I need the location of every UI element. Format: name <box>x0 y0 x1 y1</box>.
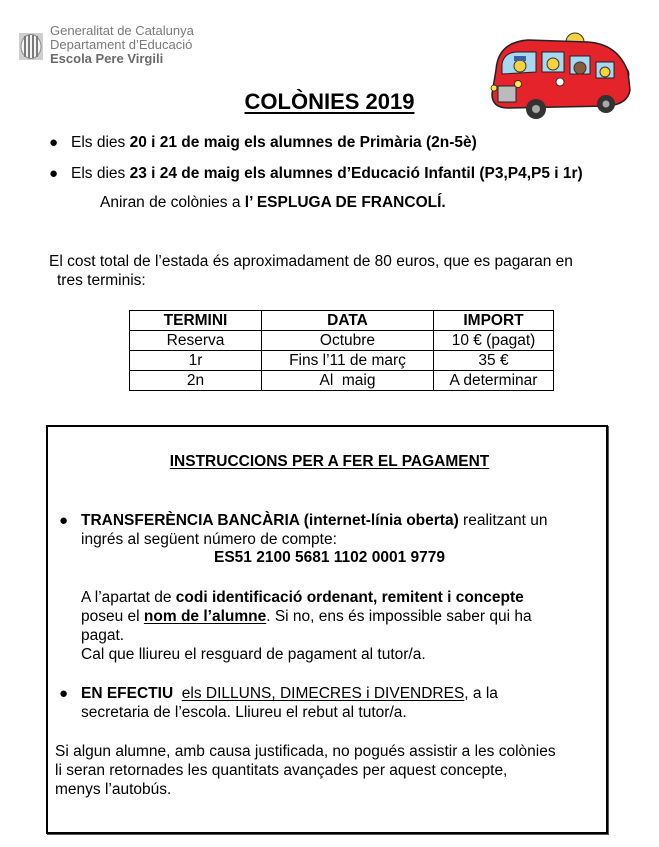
org-line-departament: Departament d’Educació <box>50 37 193 52</box>
page-title: COLÒNIES 2019 <box>244 89 415 114</box>
table-row <box>130 371 554 391</box>
intro-bullet-infantil: ● Els dies 23 i 24 de maig els alumnes d’Educació Infantil (P3,P4,P5 i 1r) <box>49 165 583 182</box>
instructions-title: INSTRUCCIONS PER A FER EL PAGAMENT <box>169 453 490 470</box>
bullet-icon: ● <box>59 685 69 702</box>
cost-line-2: tres terminis: <box>57 272 146 289</box>
intro-bullet-primaria: ● Els dies 20 i 21 de maig els alumnes de Primària (2n-5è) <box>49 134 477 151</box>
col-header-import: IMPORT <box>434 311 554 331</box>
bullet-icon: ● <box>49 134 59 151</box>
payment-terms-table <box>129 310 554 391</box>
school-name: Escola Pere Virgili <box>50 51 164 66</box>
col-header-termini: TERMINI <box>130 311 262 331</box>
cell-data: Al maig <box>262 371 434 391</box>
refund-line-2: li seran retornades les quantitats avançades per aquest concepte, <box>55 762 508 779</box>
refund-line-1: Si algun alumne, amb causa justificada, no pogués assistir a les colònies <box>55 743 556 760</box>
org-line-generalitat: Generalitat de Catalunya <box>50 23 194 38</box>
cost-line-1: El cost total de l’estada és aproximadament de 80 euros, que es pagaran en <box>49 253 573 270</box>
catalan-flag-emblem-icon <box>19 33 43 60</box>
cell-import: A determinar <box>434 371 554 391</box>
table-row <box>130 351 554 371</box>
cash-line-2: secretaria de l’escola. Lliureu el rebut al tutor/a. <box>81 704 407 721</box>
cell-data: Octubre <box>262 331 434 351</box>
refund-line-3: menys l’autobús. <box>55 781 172 798</box>
cell-termini: 1r <box>130 351 262 371</box>
transfer-bullet: ● TRANSFERÈNCIA BANCÀRIA (internet-línia oberta) realitzant un <box>59 512 548 529</box>
bullet-icon: ● <box>59 512 69 529</box>
col-header-data: DATA <box>262 311 434 331</box>
cash-bullet: ● EN EFECTIU els DILLUNS, DIMECRES i DIVENDRES, a la <box>59 685 498 702</box>
destination-line: Aniran de colònies a l’ ESPLUGA DE FRANCOLÍ. <box>100 194 446 211</box>
table-row <box>130 331 554 351</box>
cell-import: 35 € <box>434 351 554 371</box>
transfer-para-line-4: Cal que lliureu el resguard de pagament al tutor/a. <box>81 646 426 663</box>
cell-termini: Reserva <box>130 331 262 351</box>
table-header-row <box>130 311 554 331</box>
cell-import: 10 € (pagat) <box>434 331 554 351</box>
transfer-para-line-1: A l’apartat de codi identificació ordenant, remitent i concepte <box>81 589 524 606</box>
transfer-line-2: ingrés al següent número de compte: <box>81 531 337 548</box>
bank-account-number: ES51 2100 5681 1102 0001 9779 <box>213 549 445 566</box>
cell-data: Fins l’11 de març <box>262 351 434 371</box>
bullet-icon: ● <box>49 165 59 182</box>
cell-termini: 2n <box>130 371 262 391</box>
transfer-para-line-2: poseu el nom de l’alumne. Si no, ens és impossible saber qui ha <box>81 608 532 625</box>
transfer-para-line-3: pagat. <box>81 627 125 644</box>
